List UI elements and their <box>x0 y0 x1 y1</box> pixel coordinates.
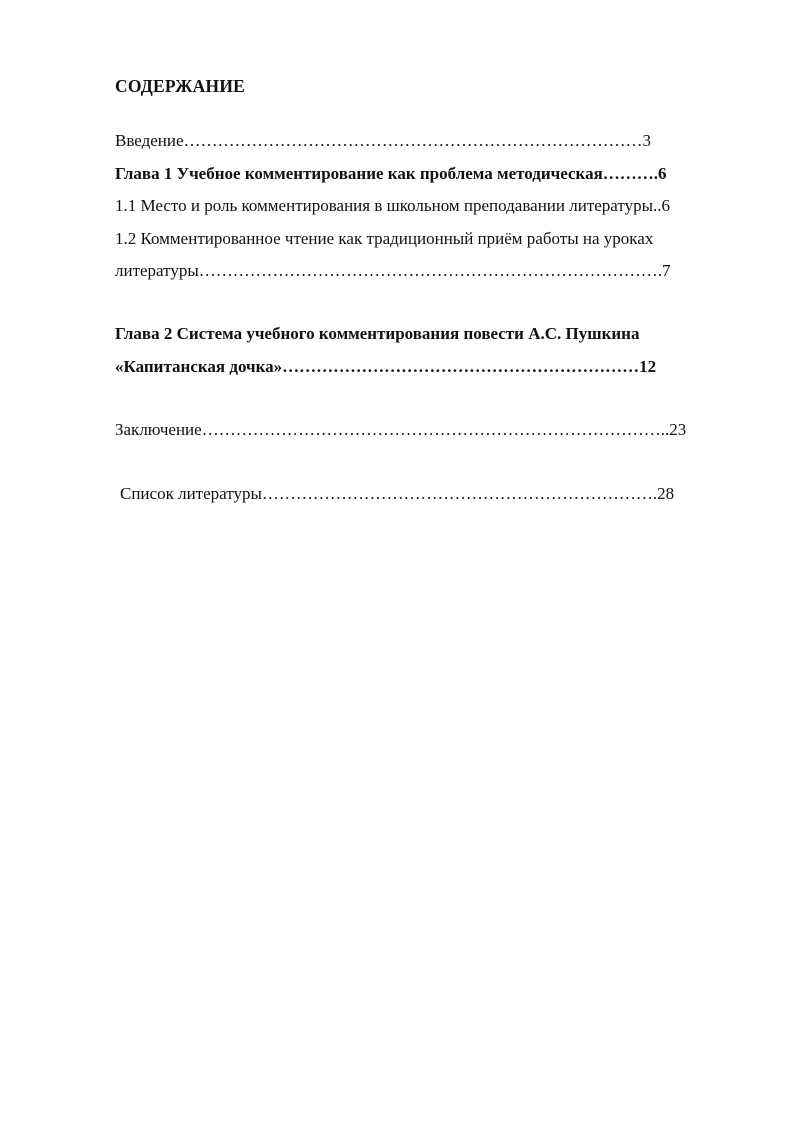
toc-entry-conclusion: Заключение………………………………………………………………………..23 <box>115 420 687 439</box>
toc-title: СОДЕРЖАНИЕ <box>115 76 246 96</box>
toc-entry-section-1-2-continued: литературы……………………………………………………………………….7 <box>115 261 671 280</box>
toc-entry-section-1-1: 1.1 Место и роль комментирования в школьном преподавании литературы..6 <box>115 196 671 215</box>
toc-entry-chapter-1: Глава 1 Учебное комментирование как проблема методическая……….6 <box>115 164 667 183</box>
toc-entry-bibliography: Список литературы…………………………………………………………….28 <box>120 484 675 503</box>
toc-entry-introduction: Введение………………………………………………………………………3 <box>115 131 652 150</box>
toc-entry-chapter-2-continued: «Капитанская дочка»………………………………………………………12 <box>115 357 657 376</box>
toc-entry-chapter-2: Глава 2 Система учебного комментирования повести А.С. Пушкина <box>115 324 640 343</box>
toc-entry-section-1-2: 1.2 Комментированное чтение как традиционный приём работы на уроках <box>115 229 654 248</box>
